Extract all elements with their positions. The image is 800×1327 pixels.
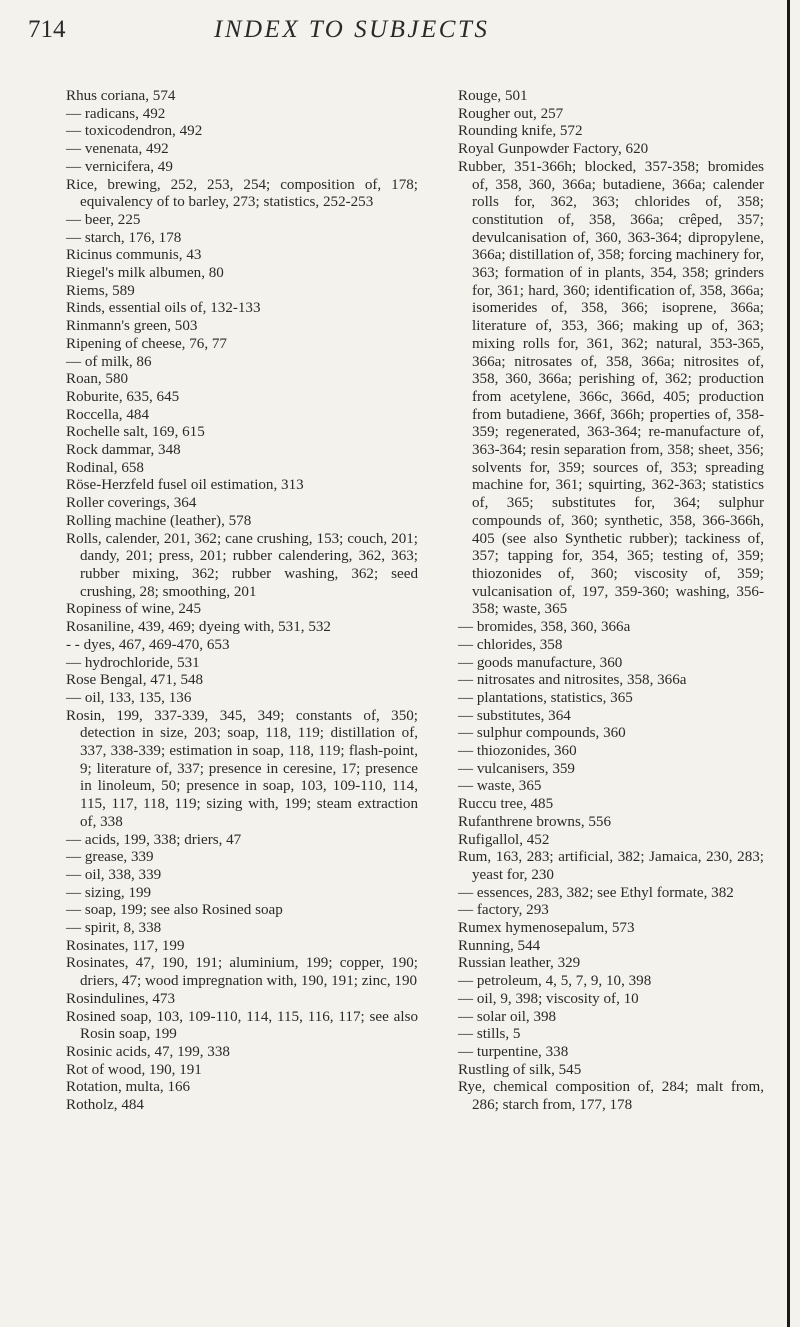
index-entry: — vernicifera, 49 [66, 158, 173, 175]
index-entry: — oil, 133, 135, 136 [66, 689, 192, 706]
index-entry: Royal Gunpowder Factory, 620 [458, 141, 649, 158]
index-entry: Rum, 163, 283; artificial, 382; Jamaica, 230, 283; yeast for, 230 [458, 849, 764, 883]
index-entry: Rotholz, 484 [66, 1097, 144, 1114]
index-entry: — substitutes, 364 [458, 707, 571, 724]
index-entry: — nitrosates and nitrosites, 358, 366a [458, 672, 687, 689]
index-entry: Rye, chemical composition of, 284; malt from, 286; starch from, 177, 178 [458, 1079, 764, 1114]
index-entry: Running, 544 [458, 937, 541, 954]
index-entry: Rustling of silk, 545 [458, 1061, 582, 1078]
index-entry: Rice, brewing, 252, 253, 254; composition of, 178; equivalency of to barley, 273; statistics, 252-253 [66, 176, 418, 211]
index-entry: Rubber, 351-366h; blocked, 357-358; bromides of, 358, 360, 366a; butadiene, 366a; calender rolls for, 362, 363; chlorides of, 358; constitution of, 358, 366a; crêped, 357; devulcanisation of, 360, 363-364; dipropylene, 366a; distillation of, 358; forcing machinery for, 363; formation of in plants, 354, 358; grinders for, 361; hard, 360; identification of, 358, 366a; isomerides of, 358, 366; isoprene, 366a; literature of, 353, 366; making up of, 363; mixing rolls for, 361, 362; natural, 353-365, 366a; nitrosates of, 358, 366a; nitrosites of, 358, 360, 366a; perishing of, 362; production from acetylene, 366c, 366d, 405; production from butadiene, 366f, 366h; properties of, 358-359; regenerated, 363-364; re-manufacture of, 363-364; resin separation from, 358; sheet, 356; solvents for, 359; sources of, 353; spreading machine for, 361; squirting, 362-363; statistics of, 365; substitutes for, 364; sulphur compounds of, 360; synthetic, 358, 366-366h, 405 (see also Synthetic rubber); tackiness of, 357; tapping for, 354, 365; testing of, 359; thiozonides of, 360; viscosity of, 359; vulcanisation of, 197, 359-360; washing, 356-358; waste, 365 [458, 158, 764, 618]
index-entry: Rosinates, 47, 190, 191; aluminium, 199; copper, 190; driers, 47; wood impregnation with, 190, 191; zinc, 190 [66, 955, 418, 990]
page-number: 714 [28, 16, 66, 43]
index-entry: Rosined soap, 103, 109-110, 114, 115, 116, 117; see also Rosin soap, 199 [66, 1008, 418, 1043]
index-entry: Roan, 580 [66, 371, 129, 388]
index-entry: Ricinus communis, 43 [66, 247, 202, 264]
index-entry: — plantations, statistics, 365 [458, 689, 633, 706]
index-entry: Rufanthrene browns, 556 [458, 813, 612, 830]
index-entry: — oil, 9, 398; viscosity of, 10 [458, 990, 639, 1007]
index-entry: Rougher out, 257 [458, 105, 564, 122]
index-entry: Rotation, multa, 166 [66, 1079, 191, 1096]
index-entry: — starch, 176, 178 [66, 229, 182, 246]
index-entry: - - dyes, 467, 469-470, 653 [66, 636, 230, 653]
index-entry: Rosindulines, 473 [66, 990, 176, 1007]
index-entry: Roburite, 635, 645 [66, 388, 180, 405]
index-entry: — solar oil, 398 [458, 1008, 557, 1025]
index-entry: Röse-Herzfeld fusel oil estimation, 313 [66, 477, 304, 494]
index-entry: Rosin, 199, 337-339, 345, 349; constants of, 350; detection in size, 203; soap, 118, 119; distillation of, 337, 338-339; estimation in soap, 118, 119; flash-point, 9; literature of, 337; presence in ceresine, 17; presence in linoleum, 50; presence in soap, 103, 109-110, 114, 115, 117, 118, 119; sizing with, 199; steam extraction of, 338 [66, 707, 418, 830]
index-entry: Ropiness of wine, 245 [66, 601, 201, 618]
index-entry: — toxicodendron, 492 [66, 123, 203, 140]
index-entry: Rufigallol, 452 [458, 831, 550, 848]
index-entry: Rolls, calender, 201, 362; cane crushing, 153; couch, 201; dandy, 201; press, 201; rubber calendering, 362, 363; rubber mixing, 362; rubber washing, 362; seed crushing, 28; smoothing, 201 [66, 530, 418, 600]
index-entry: Ruccu tree, 485 [458, 796, 554, 813]
index-entry: — petroleum, 4, 5, 7, 9, 10, 398 [458, 973, 652, 990]
index-entry: — goods manufacture, 360 [458, 654, 623, 671]
page-edge-rule [787, 0, 790, 1327]
index-entry: — sizing, 199 [66, 884, 152, 901]
index-entry: Rhus coriana, 574 [66, 88, 176, 104]
index-column-left [66, 88, 418, 1115]
index-entry: Rinds, essential oils of, 132-133 [66, 300, 261, 317]
index-entry: Roller coverings, 364 [66, 495, 197, 512]
index-entry: — venenata, 492 [66, 141, 169, 158]
index-entry: Rodinal, 658 [66, 459, 144, 476]
index-entry: Rinmann's green, 503 [66, 318, 198, 335]
index-entry: Rose Bengal, 471, 548 [66, 672, 204, 689]
index-entry: Rouge, 501 [458, 88, 528, 104]
index-entry: — radicans, 492 [66, 105, 166, 122]
index-entry: — grease, 339 [66, 849, 154, 866]
index-entry: — bromides, 358, 360, 366a [458, 619, 631, 636]
index-entry: Riems, 589 [66, 282, 135, 299]
index-entry: — hydrochloride, 531 [66, 654, 200, 671]
index-entry: — turpentine, 338 [458, 1043, 569, 1060]
index-entry: — thiozonides, 360 [458, 743, 577, 760]
index-entry: Ripening of cheese, 76, 77 [66, 335, 227, 352]
index-entry: — factory, 293 [458, 902, 549, 919]
index-entry: — waste, 365 [458, 778, 542, 795]
index-entry: Rolling machine (leather), 578 [66, 512, 252, 529]
index-entry: Russian leather, 329 [458, 955, 581, 972]
index-entry: Roccella, 484 [66, 406, 149, 423]
index-entry: — of milk, 86 [66, 353, 152, 370]
index-entry: — stills, 5 [458, 1026, 521, 1043]
index-entry: — spirit, 8, 338 [66, 920, 162, 937]
page-header [28, 16, 760, 56]
index-column-right [458, 88, 764, 1115]
index-entry: — vulcanisers, 359 [458, 760, 575, 777]
index-entry: Rosinic acids, 47, 199, 338 [66, 1043, 230, 1060]
index-entry: Rosaniline, 439, 469; dyeing with, 531, 532 [66, 619, 331, 636]
index-entry: Rot of wood, 190, 191 [66, 1061, 202, 1078]
index-entry: Rounding knife, 572 [458, 123, 583, 140]
index-entry: — soap, 199; see also Rosined soap [66, 902, 283, 919]
index-entry: — chlorides, 358 [458, 636, 563, 653]
index-entry: — sulphur compounds, 360 [458, 725, 626, 742]
index-entry: Rochelle salt, 169, 615 [66, 424, 205, 441]
index-entry: — essences, 283, 382; see Ethyl formate, 382 [458, 884, 734, 901]
index-entry: — oil, 338, 339 [66, 866, 162, 883]
index-entry: Rumex hymenosepalum, 573 [458, 920, 635, 937]
index-entry: Rock dammar, 348 [66, 442, 181, 459]
running-title: INDEX TO SUBJECTS [214, 16, 490, 43]
index-entry: Riegel's milk albumen, 80 [66, 265, 224, 282]
index-entry: — acids, 199, 338; driers, 47 [66, 831, 242, 848]
index-entry: — beer, 225 [66, 211, 141, 228]
index-entry: Rosinates, 117, 199 [66, 937, 185, 954]
